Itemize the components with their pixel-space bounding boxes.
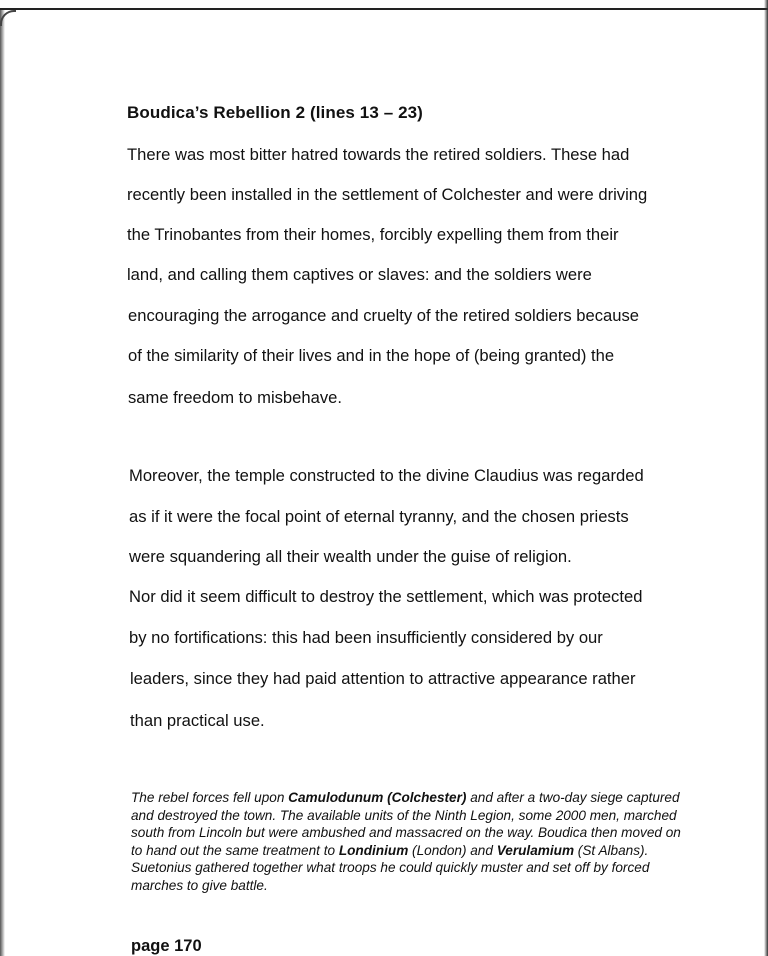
note-text: (London) and bbox=[408, 842, 497, 858]
scan-right-edge bbox=[764, 0, 768, 956]
paragraph-1-line: same freedom to misbehave. bbox=[128, 388, 342, 407]
historical-note bbox=[131, 789, 691, 894]
note-text: (St Albans). Suetonius gathered together what troops he could quickly muster and set off by forced marches to give battle. bbox=[131, 842, 650, 893]
scan-top-line bbox=[0, 8, 768, 10]
paragraph-3-line: by no fortifications: this had been insufficiently considered by our bbox=[129, 628, 603, 647]
note-text: and after a two-day siege captured and destroyed the town. The available units of the Ninth Legion, some 2000 men, marched south from Lincoln but were ambushed and massacred on the way. Boudica then moved on to hand out the same treatment to bbox=[131, 790, 681, 858]
note-place-camulodunum: Camulodunum (Colchester) bbox=[288, 790, 467, 805]
paragraph-2-line: as if it were the focal point of eternal tyranny, and the chosen priests bbox=[129, 507, 629, 526]
paragraph-3-line: Nor did it seem difficult to destroy the settlement, which was protected bbox=[129, 587, 643, 606]
scan-left-edge bbox=[0, 10, 5, 956]
paragraph-3-line: than practical use. bbox=[130, 711, 265, 730]
note-place-londinium: Londinium bbox=[338, 842, 409, 858]
paragraph-1-line: There was most bitter hatred towards the retired soldiers. These had bbox=[127, 145, 630, 164]
page-title: Boudica’s Rebellion 2 (lines 13 – 23) bbox=[127, 103, 423, 122]
paragraph-2-line: were squandering all their wealth under the guise of religion. bbox=[129, 547, 572, 566]
note-text: The rebel forces fell upon bbox=[131, 790, 289, 805]
paragraph-1-line: land, and calling them captives or slaves: and the soldiers were bbox=[127, 265, 592, 284]
paragraph-3-line: leaders, since they had paid attention to attractive appearance rather bbox=[130, 669, 636, 688]
note-place-verulamium: Verulamium bbox=[496, 842, 575, 858]
paragraph-2-line: Moreover, the temple constructed to the divine Claudius was regarded bbox=[129, 466, 644, 485]
page-number: page 170 bbox=[131, 937, 202, 955]
paragraph-1-line: of the similarity of their lives and in the hope of (being granted) the bbox=[128, 346, 615, 365]
paragraph-1-line: encouraging the arrogance and cruelty of the retired soldiers because bbox=[128, 306, 640, 325]
paragraph-1-line: the Trinobantes from their homes, forcibly expelling them from their bbox=[127, 225, 619, 244]
paragraph-1-line: recently been installed in the settlement of Colchester and were driving bbox=[127, 185, 648, 204]
